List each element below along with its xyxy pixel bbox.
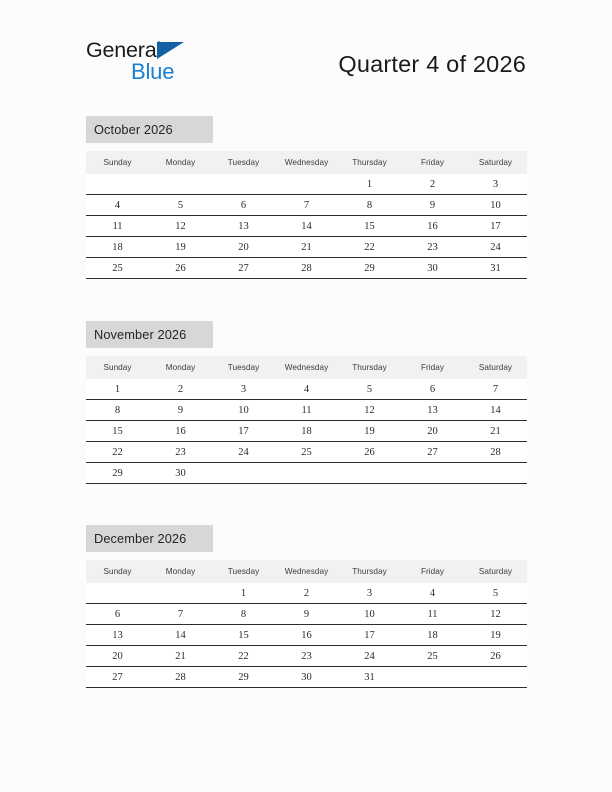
weekday-header-row-group [86, 560, 527, 583]
weekday-header-monday: Monday [149, 560, 212, 583]
day-cell[interactable]: 21 [464, 421, 527, 442]
week-row [86, 400, 527, 421]
day-cell[interactable]: 11 [86, 216, 149, 237]
weekday-header-thursday: Thursday [338, 356, 401, 379]
day-cell[interactable]: 6 [212, 195, 275, 216]
calendar-table-october [86, 151, 527, 279]
day-cell[interactable]: 25 [401, 646, 464, 667]
day-cell[interactable]: 26 [338, 442, 401, 463]
week-row [86, 667, 527, 688]
day-cell[interactable]: 20 [212, 237, 275, 258]
weekday-header-wednesday: Wednesday [275, 560, 338, 583]
day-cell[interactable]: 23 [149, 442, 212, 463]
day-cell[interactable] [401, 667, 464, 688]
day-cell[interactable]: 2 [149, 379, 212, 400]
day-cell[interactable]: 4 [401, 583, 464, 604]
day-cell[interactable]: 26 [149, 258, 212, 279]
month-title: October 2026 [86, 116, 213, 143]
day-cell[interactable]: 14 [464, 400, 527, 421]
day-cell[interactable]: 19 [149, 237, 212, 258]
day-cell[interactable]: 1 [86, 379, 149, 400]
day-cell[interactable]: 3 [464, 174, 527, 195]
day-cell[interactable]: 9 [149, 400, 212, 421]
calendar-body-october [86, 174, 527, 279]
day-cell[interactable]: 28 [149, 667, 212, 688]
weekday-header-wednesday: Wednesday [275, 151, 338, 174]
day-cell[interactable]: 15 [338, 216, 401, 237]
day-cell[interactable]: 11 [401, 604, 464, 625]
day-cell[interactable]: 28 [275, 258, 338, 279]
week-row [86, 258, 527, 279]
weekday-header-saturday: Saturday [464, 356, 527, 379]
day-cell[interactable] [212, 463, 275, 484]
day-cell[interactable]: 9 [401, 195, 464, 216]
day-cell[interactable]: 5 [149, 195, 212, 216]
weekday-header-saturday: Saturday [464, 560, 527, 583]
day-cell[interactable]: 7 [464, 379, 527, 400]
weekday-header-tuesday: Tuesday [212, 151, 275, 174]
day-cell[interactable]: 1 [212, 583, 275, 604]
weekday-header-row [86, 356, 527, 379]
day-cell[interactable]: 27 [401, 442, 464, 463]
week-row [86, 442, 527, 463]
day-cell[interactable]: 29 [338, 258, 401, 279]
logo-text-general: General [86, 38, 162, 62]
day-cell[interactable]: 25 [86, 258, 149, 279]
logo-text-blue: Blue [131, 59, 175, 84]
day-cell[interactable]: 19 [338, 421, 401, 442]
day-cell[interactable]: 3 [212, 379, 275, 400]
day-cell[interactable]: 17 [212, 421, 275, 442]
day-cell[interactable]: 18 [401, 625, 464, 646]
weekday-header-sunday: Sunday [86, 151, 149, 174]
day-cell[interactable] [464, 667, 527, 688]
day-cell[interactable]: 12 [149, 216, 212, 237]
day-cell[interactable]: 30 [149, 463, 212, 484]
day-cell[interactable]: 27 [86, 667, 149, 688]
day-cell[interactable]: 20 [401, 421, 464, 442]
day-cell[interactable]: 26 [464, 646, 527, 667]
weekday-header-sunday: Sunday [86, 560, 149, 583]
week-row [86, 604, 527, 625]
day-cell[interactable]: 7 [275, 195, 338, 216]
day-cell[interactable]: 18 [86, 237, 149, 258]
day-cell[interactable] [275, 463, 338, 484]
blue-triangle-icon [157, 42, 184, 59]
weekday-header-wednesday: Wednesday [275, 356, 338, 379]
day-cell[interactable] [149, 174, 212, 195]
day-cell[interactable]: 12 [464, 604, 527, 625]
weekday-header-tuesday: Tuesday [212, 560, 275, 583]
day-cell[interactable]: 16 [275, 625, 338, 646]
calendar-body-november [86, 379, 527, 484]
day-cell[interactable] [86, 583, 149, 604]
weekday-header-row-group [86, 356, 527, 379]
day-cell[interactable] [401, 463, 464, 484]
week-row [86, 583, 527, 604]
day-cell[interactable]: 14 [275, 216, 338, 237]
day-cell[interactable]: 3 [338, 583, 401, 604]
page-title: Quarter 4 of 2026 [338, 51, 526, 77]
day-cell[interactable]: 16 [401, 216, 464, 237]
weekday-header-thursday: Thursday [338, 151, 401, 174]
calendar-body-december [86, 583, 527, 688]
day-cell[interactable]: 1 [338, 174, 401, 195]
day-cell[interactable]: 22 [338, 237, 401, 258]
day-cell[interactable]: 31 [464, 258, 527, 279]
day-cell[interactable]: 17 [338, 625, 401, 646]
day-cell[interactable] [338, 463, 401, 484]
day-cell[interactable]: 13 [401, 400, 464, 421]
weekday-header-row-group [86, 151, 527, 174]
day-cell[interactable]: 19 [464, 625, 527, 646]
day-cell[interactable]: 13 [86, 625, 149, 646]
weekday-header-friday: Friday [401, 151, 464, 174]
day-cell[interactable]: 2 [401, 174, 464, 195]
weekday-header-tuesday: Tuesday [212, 356, 275, 379]
day-cell[interactable]: 29 [86, 463, 149, 484]
day-cell[interactable]: 12 [338, 400, 401, 421]
day-cell[interactable]: 6 [401, 379, 464, 400]
day-cell[interactable]: 24 [464, 237, 527, 258]
month-block-november [86, 321, 527, 484]
day-cell[interactable]: 2 [275, 583, 338, 604]
day-cell[interactable]: 21 [149, 646, 212, 667]
week-row [86, 195, 527, 216]
week-row [86, 174, 527, 195]
day-cell[interactable]: 29 [212, 667, 275, 688]
week-row [86, 237, 527, 258]
day-cell[interactable]: 23 [401, 237, 464, 258]
day-cell[interactable]: 5 [338, 379, 401, 400]
weekday-header-monday: Monday [149, 356, 212, 379]
day-cell[interactable]: 15 [212, 625, 275, 646]
day-cell[interactable]: 5 [464, 583, 527, 604]
day-cell[interactable] [275, 174, 338, 195]
day-cell[interactable]: 18 [275, 421, 338, 442]
weekday-header-row [86, 560, 527, 583]
day-cell[interactable]: 27 [212, 258, 275, 279]
general-blue-logo[interactable] [86, 40, 276, 92]
day-cell[interactable]: 24 [338, 646, 401, 667]
weekday-header-saturday: Saturday [464, 151, 527, 174]
weekday-header-monday: Monday [149, 151, 212, 174]
day-cell[interactable] [86, 174, 149, 195]
day-cell[interactable]: 10 [464, 195, 527, 216]
weekday-header-row [86, 151, 527, 174]
day-cell[interactable]: 11 [275, 400, 338, 421]
day-cell[interactable]: 13 [212, 216, 275, 237]
weekday-header-thursday: Thursday [338, 560, 401, 583]
day-cell[interactable]: 22 [212, 646, 275, 667]
calendar-table-december [86, 560, 527, 688]
day-cell[interactable]: 21 [275, 237, 338, 258]
day-cell[interactable]: 16 [149, 421, 212, 442]
day-cell[interactable]: 9 [275, 604, 338, 625]
day-cell[interactable]: 15 [86, 421, 149, 442]
day-cell[interactable]: 25 [275, 442, 338, 463]
month-title: December 2026 [86, 525, 213, 552]
weekday-header-friday: Friday [401, 356, 464, 379]
month-block-october [86, 116, 527, 279]
day-cell[interactable]: 31 [338, 667, 401, 688]
page-header [0, 0, 612, 108]
day-cell[interactable]: 6 [86, 604, 149, 625]
day-cell[interactable]: 24 [212, 442, 275, 463]
day-cell[interactable]: 30 [401, 258, 464, 279]
day-cell[interactable]: 10 [212, 400, 275, 421]
weekday-header-sunday: Sunday [86, 356, 149, 379]
day-cell[interactable]: 17 [464, 216, 527, 237]
week-row [86, 216, 527, 237]
day-cell[interactable]: 30 [275, 667, 338, 688]
day-cell[interactable]: 4 [275, 379, 338, 400]
day-cell[interactable]: 22 [86, 442, 149, 463]
day-cell[interactable]: 7 [149, 604, 212, 625]
week-row [86, 421, 527, 442]
day-cell[interactable]: 28 [464, 442, 527, 463]
week-row [86, 625, 527, 646]
day-cell[interactable]: 4 [86, 195, 149, 216]
weekday-header-friday: Friday [401, 560, 464, 583]
day-cell[interactable]: 8 [212, 604, 275, 625]
day-cell[interactable]: 8 [86, 400, 149, 421]
calendar-table-november [86, 356, 527, 484]
day-cell[interactable]: 20 [86, 646, 149, 667]
day-cell[interactable]: 10 [338, 604, 401, 625]
day-cell[interactable] [149, 583, 212, 604]
day-cell[interactable]: 8 [338, 195, 401, 216]
day-cell[interactable]: 23 [275, 646, 338, 667]
day-cell[interactable] [212, 174, 275, 195]
month-block-december [86, 525, 527, 688]
week-row [86, 646, 527, 667]
week-row [86, 463, 527, 484]
day-cell[interactable] [464, 463, 527, 484]
week-row [86, 379, 527, 400]
month-title: November 2026 [86, 321, 213, 348]
day-cell[interactable]: 14 [149, 625, 212, 646]
